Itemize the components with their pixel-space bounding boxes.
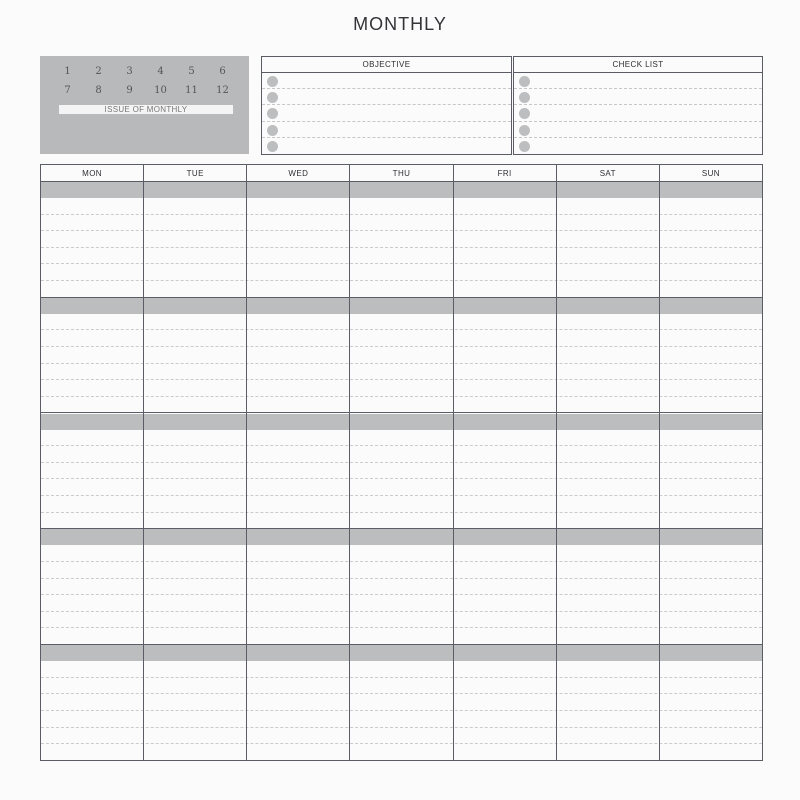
bullet-circle-icon[interactable] xyxy=(519,92,530,103)
date-band xyxy=(41,414,762,430)
checklist-row[interactable] xyxy=(514,138,762,154)
month-option-8[interactable]: 8 xyxy=(95,85,102,96)
week-row xyxy=(41,645,762,761)
note-line xyxy=(41,661,762,678)
month-option-7[interactable]: 7 xyxy=(64,85,71,96)
page-title: MONTHLY xyxy=(353,14,447,34)
note-line xyxy=(41,479,762,496)
objective-box xyxy=(261,56,512,155)
note-line xyxy=(41,446,762,463)
objective-row[interactable] xyxy=(262,89,511,105)
checklist-row[interactable] xyxy=(514,89,762,105)
checklist-row[interactable] xyxy=(514,122,762,138)
objective-row[interactable] xyxy=(262,73,511,89)
bullet-circle-icon xyxy=(267,92,278,103)
bullet-circle-icon[interactable] xyxy=(519,108,530,119)
note-line xyxy=(41,579,762,596)
note-line xyxy=(41,612,762,629)
bullet-circle-icon[interactable] xyxy=(519,125,530,136)
checklist-box xyxy=(513,56,763,155)
day-notes-area[interactable] xyxy=(41,661,762,761)
weekday-thu: THU xyxy=(349,165,452,181)
day-notes-area[interactable] xyxy=(41,198,762,298)
note-line xyxy=(41,463,762,480)
objective-heading: OBJECTIVE xyxy=(262,57,511,73)
day-notes-area[interactable] xyxy=(41,545,762,645)
bullet-circle-icon xyxy=(267,108,278,119)
note-line xyxy=(41,314,762,331)
note-line xyxy=(41,198,762,215)
checklist-row[interactable] xyxy=(514,73,762,89)
objective-row[interactable] xyxy=(262,122,511,138)
month-option-12[interactable]: 12 xyxy=(216,85,229,96)
note-line xyxy=(41,711,762,728)
note-line xyxy=(41,248,762,265)
bullet-circle-icon[interactable] xyxy=(519,141,530,152)
note-line xyxy=(41,347,762,364)
month-selector xyxy=(40,56,249,154)
date-band xyxy=(41,529,762,545)
issue-of-monthly-field[interactable]: ISSUE OF MONTHLY xyxy=(59,105,233,114)
bullet-circle-icon xyxy=(267,141,278,152)
week-row xyxy=(41,182,762,298)
note-line xyxy=(41,545,762,562)
objective-row[interactable] xyxy=(262,138,511,154)
weekday-mon: MON xyxy=(82,169,102,178)
day-notes-area[interactable] xyxy=(41,314,762,414)
month-option-9[interactable]: 9 xyxy=(126,85,133,96)
date-band xyxy=(41,645,762,661)
note-line xyxy=(41,562,762,579)
note-line xyxy=(41,380,762,397)
note-line xyxy=(41,496,762,513)
note-line xyxy=(41,231,762,248)
note-line xyxy=(41,215,762,232)
note-line xyxy=(41,397,762,414)
weekday-sat: SAT xyxy=(556,165,659,181)
week-row xyxy=(41,414,762,530)
calendar-grid xyxy=(40,164,763,761)
week-row xyxy=(41,529,762,645)
checklist-heading: CHECK LIST xyxy=(514,57,762,73)
note-line xyxy=(41,628,762,645)
note-line xyxy=(41,513,762,530)
day-notes-area[interactable] xyxy=(41,430,762,530)
note-line xyxy=(41,728,762,745)
date-band xyxy=(41,298,762,314)
weekday-header xyxy=(41,165,762,182)
date-band xyxy=(41,182,762,198)
note-line xyxy=(41,678,762,695)
weekday-tue: TUE xyxy=(143,165,246,181)
bullet-circle-icon xyxy=(267,76,278,87)
month-option-6[interactable]: 6 xyxy=(219,66,226,77)
weekday-sun: SUN xyxy=(659,165,762,181)
weekday-fri: FRI xyxy=(453,165,556,181)
note-line xyxy=(41,595,762,612)
note-line xyxy=(41,281,762,298)
weekday-wed: WED xyxy=(246,165,349,181)
note-line xyxy=(41,430,762,447)
note-line xyxy=(41,330,762,347)
month-option-11[interactable]: 11 xyxy=(185,85,198,96)
month-option-5[interactable]: 5 xyxy=(188,66,195,77)
month-option-1[interactable]: 1 xyxy=(64,66,71,77)
note-line xyxy=(41,264,762,281)
month-grid xyxy=(52,65,238,98)
month-option-10[interactable]: 10 xyxy=(154,85,167,96)
objective-row[interactable] xyxy=(262,105,511,121)
note-line xyxy=(41,694,762,711)
month-option-2[interactable]: 2 xyxy=(95,66,102,77)
checklist-row[interactable] xyxy=(514,105,762,121)
bullet-circle-icon xyxy=(267,125,278,136)
month-option-3[interactable]: 3 xyxy=(126,66,133,77)
note-line xyxy=(41,364,762,381)
bullet-circle-icon[interactable] xyxy=(519,76,530,87)
note-line xyxy=(41,744,762,761)
week-row xyxy=(41,298,762,414)
month-option-4[interactable]: 4 xyxy=(157,66,164,77)
